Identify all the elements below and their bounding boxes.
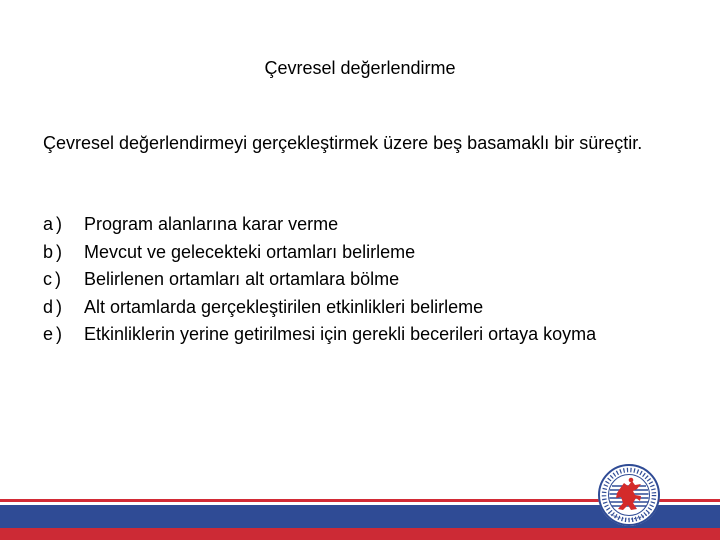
step-letter: b) [43, 241, 66, 262]
footer-stripe-red-bottom [0, 528, 720, 540]
list-item [43, 321, 703, 349]
step-text: Mevcut ve gelecekteki ortamları belirleme [84, 241, 416, 262]
step-text: Alt ortamlarda gerçekleştirilen etkinlikleri belirleme [84, 296, 484, 317]
step-text: Belirlenen ortamları alt ortamlara bölme [84, 269, 400, 289]
step-letter: a) [43, 214, 66, 234]
list-item [43, 239, 703, 267]
step-letter: d) [43, 296, 66, 317]
step-letter: c) [43, 269, 64, 289]
university-seal-icon [597, 463, 661, 527]
list-item [43, 294, 703, 322]
step-text: Program alanlarına karar verme [84, 214, 339, 234]
slide-title: Çevresel değerlendirme [264, 58, 456, 78]
list-item [43, 211, 703, 239]
intro-text: Çevresel değerlendirmeyi gerçekleştirmek üzere beş basamaklı bir süreçtir. [43, 133, 643, 153]
steps-list [43, 211, 703, 349]
step-letter: e) [43, 324, 66, 344]
list-item [43, 266, 703, 294]
step-text: Etkinliklerin yerine getirilmesi için gerekli becerileri ortaya koyma [84, 324, 597, 344]
